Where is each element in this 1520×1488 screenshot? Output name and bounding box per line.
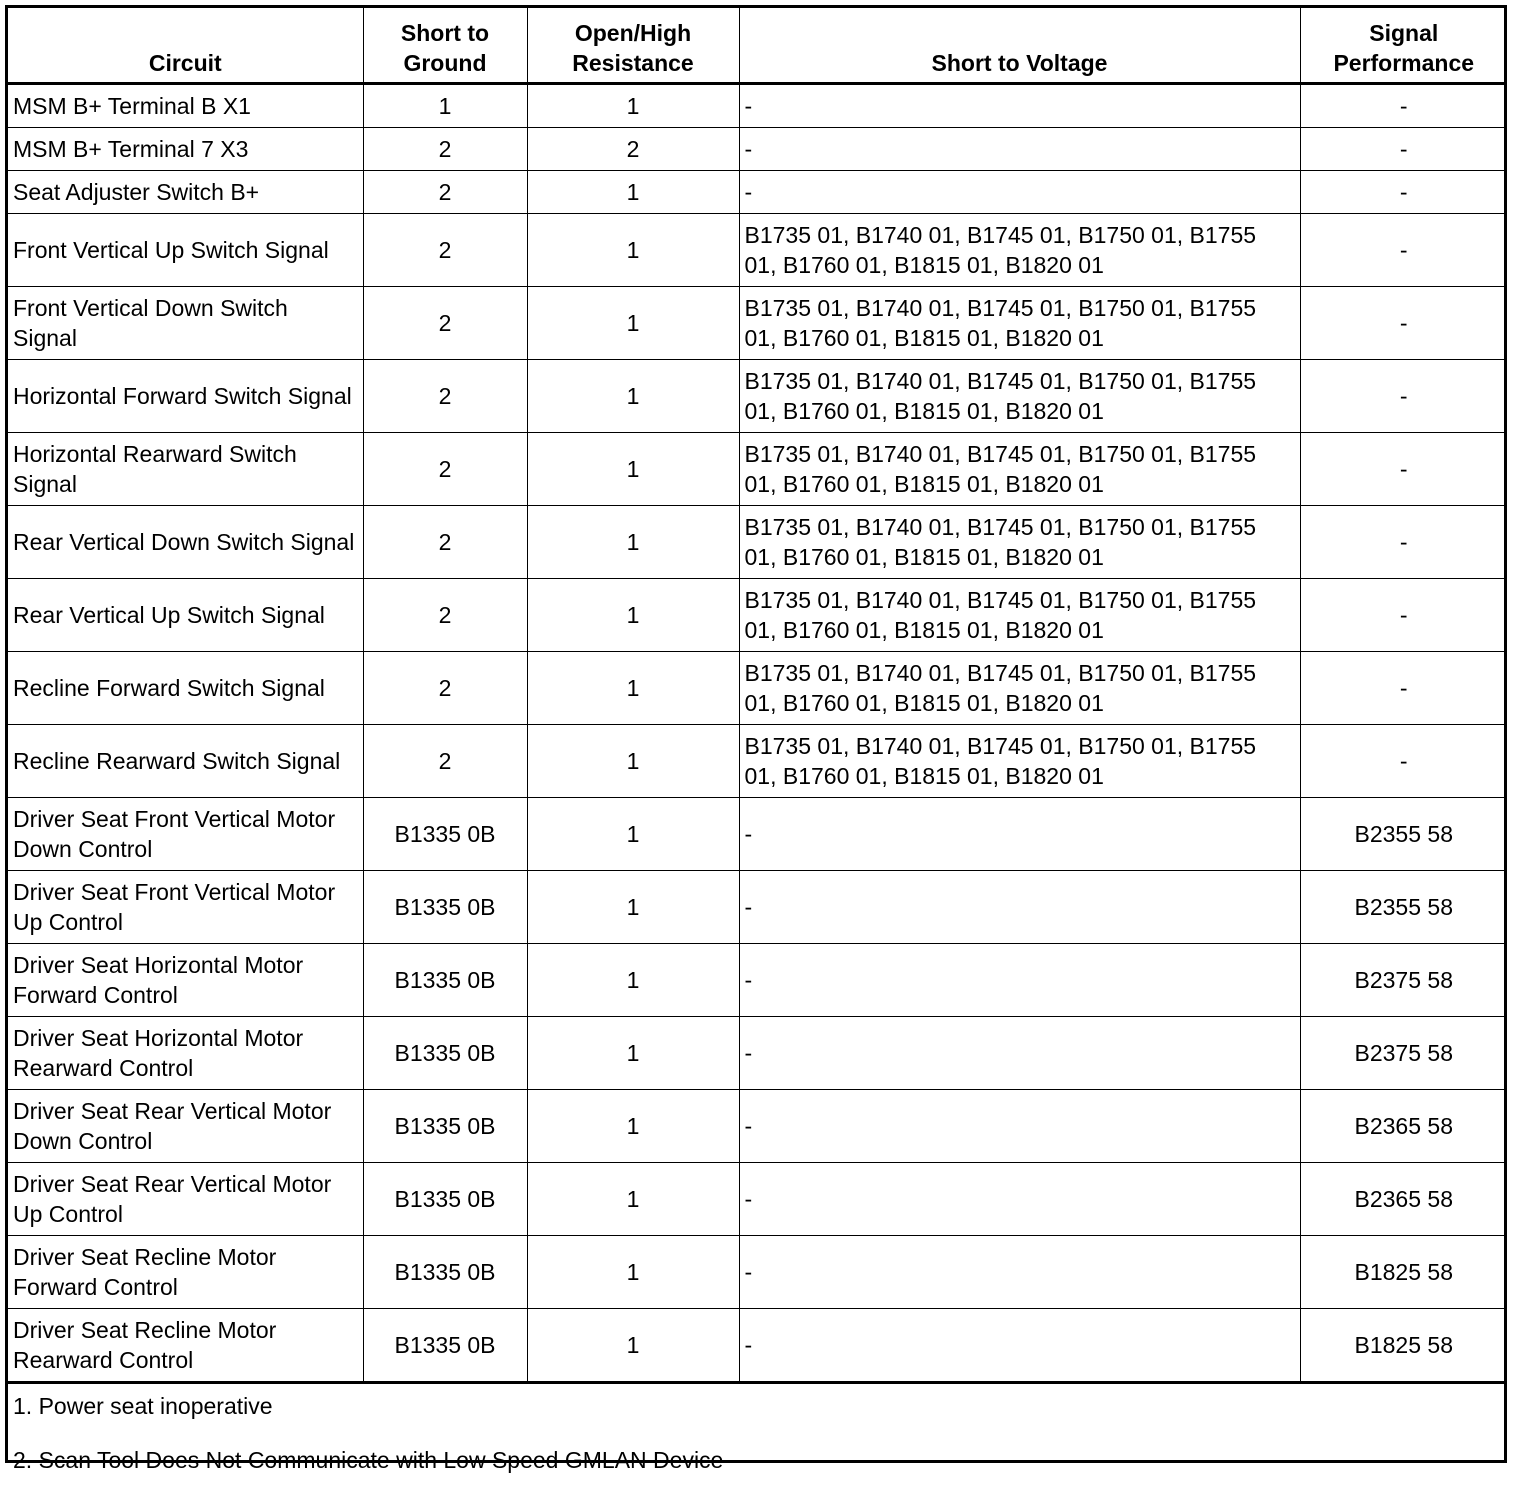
- circuit-cell: Driver Seat Horizontal Motor Forward Control: [8, 944, 363, 1017]
- short-to-voltage-cell: -: [739, 1017, 1300, 1090]
- short-to-voltage-cell: -: [739, 128, 1300, 171]
- open-high-resistance-cell: 1: [527, 433, 739, 506]
- table-row: [8, 433, 1507, 506]
- diagnostic-table: [8, 8, 1507, 1488]
- short-to-voltage-cell: B1735 01, B1740 01, B1745 01, B1750 01, B1755 01, B1760 01, B1815 01, B1820 01: [739, 652, 1300, 725]
- footnote-1: 1. Power seat inoperative: [13, 1390, 1502, 1422]
- signal-performance-cell: -: [1300, 287, 1507, 360]
- short-to-ground-cell: B1335 0B: [363, 1090, 527, 1163]
- circuit-cell: Seat Adjuster Switch B+: [8, 171, 363, 214]
- open-high-resistance-cell: 1: [527, 1236, 739, 1309]
- short-to-voltage-cell: -: [739, 1090, 1300, 1163]
- signal-performance-cell: -: [1300, 128, 1507, 171]
- open-high-resistance-cell: 1: [527, 214, 739, 287]
- short-to-voltage-cell: -: [739, 1236, 1300, 1309]
- signal-performance-cell: -: [1300, 214, 1507, 287]
- short-to-ground-cell: 2: [363, 287, 527, 360]
- circuit-cell: Horizontal Forward Switch Signal: [8, 360, 363, 433]
- signal-performance-cell: -: [1300, 433, 1507, 506]
- circuit-cell: Driver Seat Recline Motor Rearward Control: [8, 1309, 363, 1383]
- header-signal-performance: Signal Performance: [1300, 8, 1507, 84]
- short-to-voltage-cell: B1735 01, B1740 01, B1745 01, B1750 01, B1755 01, B1760 01, B1815 01, B1820 01: [739, 287, 1300, 360]
- circuit-cell: Driver Seat Rear Vertical Motor Down Control: [8, 1090, 363, 1163]
- open-high-resistance-cell: 1: [527, 287, 739, 360]
- short-to-ground-cell: B1335 0B: [363, 944, 527, 1017]
- signal-performance-cell: -: [1300, 84, 1507, 128]
- header-short-to-voltage: Short to Voltage: [739, 8, 1300, 84]
- open-high-resistance-cell: 2: [527, 128, 739, 171]
- header-short-to-ground: Short to Ground: [363, 8, 527, 84]
- table-row: [8, 287, 1507, 360]
- signal-performance-cell: B2375 58: [1300, 944, 1507, 1017]
- diagnostic-table-container: [5, 5, 1507, 1463]
- short-to-voltage-cell: -: [739, 798, 1300, 871]
- table-row: [8, 798, 1507, 871]
- open-high-resistance-cell: 1: [527, 1309, 739, 1383]
- open-high-resistance-cell: 1: [527, 171, 739, 214]
- signal-performance-cell: B2365 58: [1300, 1163, 1507, 1236]
- footnote-2: 2. Scan Tool Does Not Communicate with Low Speed GMLAN Device: [13, 1444, 1502, 1476]
- short-to-voltage-cell: -: [739, 84, 1300, 128]
- notes-cell: [8, 1383, 1507, 1488]
- signal-performance-cell: -: [1300, 725, 1507, 798]
- circuit-cell: MSM B+ Terminal 7 X3: [8, 128, 363, 171]
- circuit-cell: Recline Rearward Switch Signal: [8, 725, 363, 798]
- short-to-ground-cell: 2: [363, 128, 527, 171]
- open-high-resistance-cell: 1: [527, 360, 739, 433]
- short-to-voltage-cell: -: [739, 944, 1300, 1017]
- circuit-cell: Driver Seat Front Vertical Motor Up Control: [8, 871, 363, 944]
- open-high-resistance-cell: 1: [527, 1017, 739, 1090]
- short-to-voltage-cell: -: [739, 171, 1300, 214]
- signal-performance-cell: -: [1300, 171, 1507, 214]
- circuit-cell: Driver Seat Recline Motor Forward Control: [8, 1236, 363, 1309]
- short-to-ground-cell: 2: [363, 360, 527, 433]
- open-high-resistance-cell: 1: [527, 652, 739, 725]
- circuit-cell: Recline Forward Switch Signal: [8, 652, 363, 725]
- table-row: [8, 1309, 1507, 1383]
- table-row: [8, 128, 1507, 171]
- open-high-resistance-cell: 1: [527, 1090, 739, 1163]
- short-to-voltage-cell: B1735 01, B1740 01, B1745 01, B1750 01, B1755 01, B1760 01, B1815 01, B1820 01: [739, 725, 1300, 798]
- short-to-voltage-cell: -: [739, 1163, 1300, 1236]
- table-row: [8, 1090, 1507, 1163]
- table-row: [8, 171, 1507, 214]
- circuit-cell: Front Vertical Down Switch Signal: [8, 287, 363, 360]
- table-row: [8, 725, 1507, 798]
- circuit-cell: Rear Vertical Up Switch Signal: [8, 579, 363, 652]
- table-row: [8, 1236, 1507, 1309]
- short-to-ground-cell: 2: [363, 433, 527, 506]
- signal-performance-cell: B2355 58: [1300, 798, 1507, 871]
- table-row: [8, 579, 1507, 652]
- short-to-ground-cell: 2: [363, 506, 527, 579]
- circuit-cell: Horizontal Rearward Switch Signal: [8, 433, 363, 506]
- signal-performance-cell: -: [1300, 652, 1507, 725]
- short-to-ground-cell: 1: [363, 84, 527, 128]
- short-to-voltage-cell: -: [739, 1309, 1300, 1383]
- table-row: [8, 871, 1507, 944]
- short-to-ground-cell: 2: [363, 214, 527, 287]
- signal-performance-cell: B2365 58: [1300, 1090, 1507, 1163]
- short-to-voltage-cell: B1735 01, B1740 01, B1745 01, B1750 01, B1755 01, B1760 01, B1815 01, B1820 01: [739, 506, 1300, 579]
- short-to-voltage-cell: B1735 01, B1740 01, B1745 01, B1750 01, B1755 01, B1760 01, B1815 01, B1820 01: [739, 579, 1300, 652]
- notes-row: [8, 1383, 1507, 1488]
- short-to-voltage-cell: B1735 01, B1740 01, B1745 01, B1750 01, B1755 01, B1760 01, B1815 01, B1820 01: [739, 433, 1300, 506]
- short-to-ground-cell: B1335 0B: [363, 798, 527, 871]
- short-to-voltage-cell: B1735 01, B1740 01, B1745 01, B1750 01, B1755 01, B1760 01, B1815 01, B1820 01: [739, 214, 1300, 287]
- header-open-high-resistance: Open/High Resistance: [527, 8, 739, 84]
- circuit-cell: Driver Seat Front Vertical Motor Down Control: [8, 798, 363, 871]
- signal-performance-cell: -: [1300, 360, 1507, 433]
- circuit-cell: MSM B+ Terminal B X1: [8, 84, 363, 128]
- open-high-resistance-cell: 1: [527, 579, 739, 652]
- signal-performance-cell: B2375 58: [1300, 1017, 1507, 1090]
- table-row: [8, 1017, 1507, 1090]
- short-to-ground-cell: 2: [363, 725, 527, 798]
- short-to-ground-cell: B1335 0B: [363, 1163, 527, 1236]
- signal-performance-cell: B1825 58: [1300, 1309, 1507, 1383]
- short-to-ground-cell: B1335 0B: [363, 1017, 527, 1090]
- signal-performance-cell: B1825 58: [1300, 1236, 1507, 1309]
- circuit-cell: Driver Seat Horizontal Motor Rearward Control: [8, 1017, 363, 1090]
- short-to-voltage-cell: -: [739, 871, 1300, 944]
- short-to-ground-cell: 2: [363, 171, 527, 214]
- table-row: [8, 944, 1507, 1017]
- signal-performance-cell: -: [1300, 506, 1507, 579]
- signal-performance-cell: B2355 58: [1300, 871, 1507, 944]
- signal-performance-cell: -: [1300, 579, 1507, 652]
- short-to-ground-cell: 2: [363, 652, 527, 725]
- open-high-resistance-cell: 1: [527, 1163, 739, 1236]
- circuit-cell: Driver Seat Rear Vertical Motor Up Control: [8, 1163, 363, 1236]
- short-to-voltage-cell: B1735 01, B1740 01, B1745 01, B1750 01, B1755 01, B1760 01, B1815 01, B1820 01: [739, 360, 1300, 433]
- short-to-ground-cell: B1335 0B: [363, 1309, 527, 1383]
- table-row: [8, 652, 1507, 725]
- header-circuit: Circuit: [8, 8, 363, 84]
- table-header-row: [8, 8, 1507, 84]
- open-high-resistance-cell: 1: [527, 944, 739, 1017]
- circuit-cell: Front Vertical Up Switch Signal: [8, 214, 363, 287]
- open-high-resistance-cell: 1: [527, 725, 739, 798]
- table-row: [8, 506, 1507, 579]
- open-high-resistance-cell: 1: [527, 506, 739, 579]
- table-row: [8, 1163, 1507, 1236]
- table-row: [8, 84, 1507, 128]
- table-row: [8, 360, 1507, 433]
- circuit-cell: Rear Vertical Down Switch Signal: [8, 506, 363, 579]
- short-to-ground-cell: B1335 0B: [363, 871, 527, 944]
- table-row: [8, 214, 1507, 287]
- open-high-resistance-cell: 1: [527, 84, 739, 128]
- open-high-resistance-cell: 1: [527, 871, 739, 944]
- open-high-resistance-cell: 1: [527, 798, 739, 871]
- short-to-ground-cell: 2: [363, 579, 527, 652]
- short-to-ground-cell: B1335 0B: [363, 1236, 527, 1309]
